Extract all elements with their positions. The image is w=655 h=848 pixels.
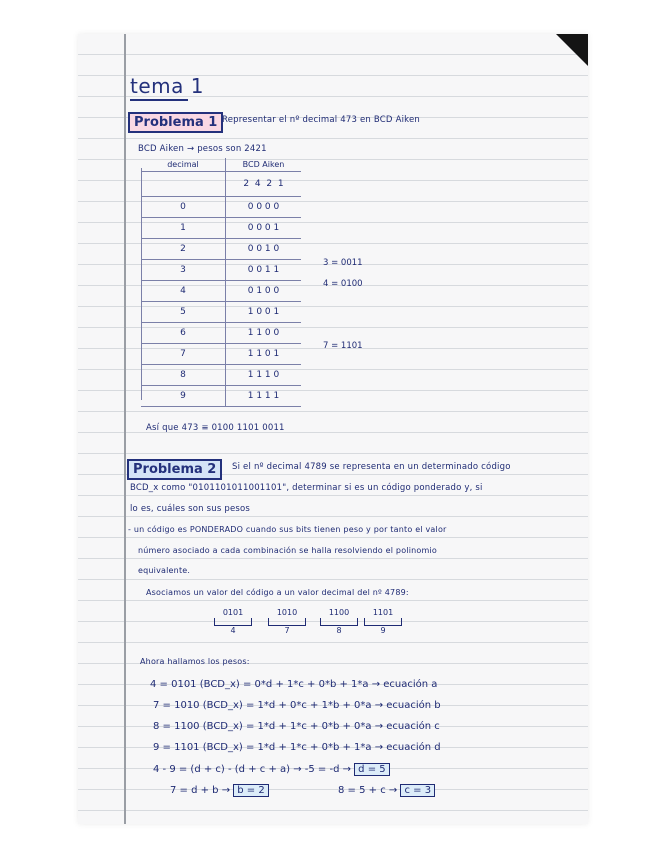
table-cell-decimal: 2	[141, 239, 226, 260]
brace-icon	[268, 618, 306, 626]
side-note-4: 4 = 0100	[323, 279, 363, 289]
code-group	[364, 608, 402, 635]
table-cell-decimal: 6	[141, 323, 226, 344]
problem1-result: Así que 473 ≡ 0100 1101 0011	[146, 423, 285, 433]
weights-row-blank	[141, 172, 226, 197]
problem2-statement-line: lo es, cuáles son sus pesos	[130, 504, 251, 514]
solve-line-1	[153, 763, 390, 776]
explanation-line: número asociado a cada combinación se halla resolviendo el polinomio	[138, 546, 438, 555]
code-group	[268, 608, 306, 635]
weight: 4	[254, 179, 261, 189]
answer-c-box: c = 3	[400, 784, 435, 797]
group-digit: 4	[230, 626, 236, 635]
answer-d-box: d = 5	[354, 763, 389, 776]
group-code: 1101	[372, 608, 394, 617]
problem2-label: Problema 2	[127, 459, 222, 480]
group-digit: 8	[336, 626, 342, 635]
table-cell-code: 1 1 1 1	[226, 386, 302, 407]
brace-icon	[364, 618, 402, 626]
associate-line: Asociamos un valor del código a un valor decimal del nº 4789:	[146, 588, 409, 597]
table-cell-code: 1 1 0 0	[226, 323, 302, 344]
weights-row	[226, 172, 302, 197]
code-group	[320, 608, 358, 635]
weight: 2	[243, 179, 250, 189]
equation-a: 4 = 0101 (BCD_x) = 0*d + 1*c + 0*b + 1*a → ecuación a	[150, 679, 438, 690]
table-cell-code: 1 1 0 1	[226, 344, 302, 365]
solve-line-2a	[170, 784, 269, 797]
table-cell-code: 0 1 0 0	[226, 281, 302, 302]
equation-b: 7 = 1010 (BCD_x) = 1*d + 0*c + 1*b + 0*a → ecuación b	[153, 700, 441, 711]
table-cell-decimal: 7	[141, 344, 226, 365]
table-cell-code: 0 0 0 1	[226, 218, 302, 239]
brace-icon	[214, 618, 252, 626]
problem1-statement: Representar el nº decimal 473 en BCD Aiken	[222, 115, 420, 125]
col-bcd-header: BCD Aiken	[226, 158, 302, 172]
side-note-3: 3 = 0011	[323, 258, 363, 268]
explanation-line: equivalente.	[138, 566, 191, 575]
problem1-subtitle: BCD Aiken → pesos son 2421	[138, 144, 267, 154]
solve-line-2b	[338, 784, 435, 797]
table-cell-decimal: 5	[141, 302, 226, 323]
table-cell-decimal: 9	[141, 386, 226, 407]
problem2-statement-line: BCD_x como "0101101011001101", determinar si es un código ponderado y, si	[130, 483, 483, 493]
table-cell-decimal: 1	[141, 218, 226, 239]
table-cell-code: 1 0 0 1	[226, 302, 302, 323]
equation-c: 8 = 1100 (BCD_x) = 1*d + 1*c + 0*b + 0*a → ecuación c	[153, 721, 440, 732]
weight: 2	[266, 179, 273, 189]
table-cell-code: 1 1 1 0	[226, 365, 302, 386]
table-cell-decimal: 4	[141, 281, 226, 302]
problem1-label: Problema 1	[128, 112, 223, 133]
table-cell-code: 0 0 1 1	[226, 260, 302, 281]
table-cell-code: 0 0 1 0	[226, 239, 302, 260]
explanation-line: - un código es PONDERADO cuando sus bits tienen peso y por tanto el valor	[128, 525, 447, 534]
solve-1-text: 4 - 9 = (d + c) - (d + c + a) → -5 = -d →	[153, 764, 351, 775]
table-cell-code: 0 0 0 0	[226, 197, 302, 218]
problem2-statement-line: Si el nº decimal 4789 se representa en un determinado código	[232, 462, 511, 472]
weights-line: Ahora hallamos los pesos:	[140, 657, 250, 666]
group-code: 1100	[328, 608, 350, 617]
solve-2a-text: 7 = d + b →	[170, 785, 231, 796]
page-corner	[556, 34, 588, 66]
page-title: tema 1	[130, 74, 204, 98]
group-digit: 9	[380, 626, 386, 635]
bcd-aiken-table	[141, 158, 301, 407]
group-code: 1010	[276, 608, 298, 617]
group-code: 0101	[222, 608, 244, 617]
weight: 1	[277, 179, 284, 189]
table-cell-decimal: 8	[141, 365, 226, 386]
margin-line	[124, 34, 126, 824]
table-cell-decimal: 3	[141, 260, 226, 281]
answer-b-box: b = 2	[233, 784, 268, 797]
group-digit: 7	[284, 626, 290, 635]
table-cell-decimal: 0	[141, 197, 226, 218]
title-underline	[130, 99, 188, 101]
brace-icon	[320, 618, 358, 626]
col-decimal-header: decimal	[141, 158, 226, 172]
side-note-7: 7 = 1101	[323, 341, 363, 351]
solve-2b-text: 8 = 5 + c →	[338, 785, 398, 796]
code-group	[214, 608, 252, 635]
equation-d: 9 = 1101 (BCD_x) = 1*d + 1*c + 0*b + 1*a → ecuación d	[153, 742, 441, 753]
